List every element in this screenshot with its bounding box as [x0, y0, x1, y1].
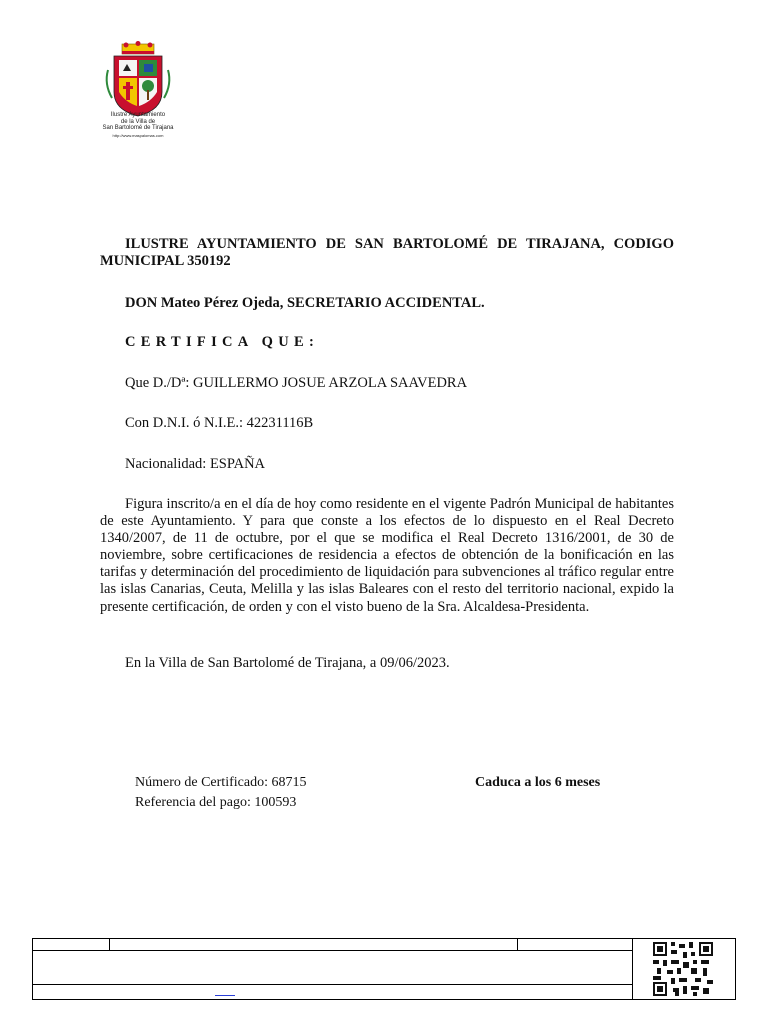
- dni-line: Con D.N.I. ó N.I.E.: 42231116B: [125, 415, 314, 431]
- document-heading: ILUSTRE AYUNTAMIENTO DE SAN BARTOLOMÉ DE TIRAJANA, CODIGO MUNICIPAL 350192: [100, 236, 674, 269]
- qr-code-icon: [653, 942, 713, 996]
- verification-link[interactable]: [215, 995, 235, 996]
- certifica-heading: CERTIFICA QUE:: [125, 334, 320, 350]
- logo-caption: [94, 112, 182, 139]
- expiry-note: Caduca a los 6 meses: [475, 775, 601, 790]
- box-divider-v1: [109, 939, 110, 950]
- verification-box: [32, 938, 736, 1000]
- person-line: Que D./Dª: GUILLERMO JOSUE ARZOLA SAAVEDRA: [125, 375, 468, 391]
- place-date-line: En la Villa de San Bartolomé de Tirajana, a 09/06/2023.: [125, 655, 450, 671]
- box-divider-v2: [517, 939, 518, 950]
- box-divider-v3: [632, 939, 633, 999]
- payment-reference: Referencia del pago: 100593: [135, 795, 297, 810]
- nationality-line: Nacionalidad: ESPAÑA: [125, 456, 266, 472]
- logo-line-2: de la Villa de: [120, 118, 156, 125]
- logo-url: http://www.maspalomas.com: [112, 132, 164, 138]
- box-divider-bottom: [33, 984, 633, 985]
- logo-line-1: Ilustre Ayuntamiento: [110, 112, 166, 118]
- box-divider-top: [33, 950, 633, 951]
- secretary-line: DON Mateo Pérez Ojeda, SECRETARIO ACCIDENTAL.: [125, 295, 485, 311]
- certificate-body: Figura inscrito/a en el día de hoy como residente en el vigente Padrón Municipal de habitantes de este Ayuntamiento. Y para que conste a los efectos de lo dispuesto en el Real Decreto 1340/2007, de 11 de octubre, por el que se modifica el Real Decreto 1316/2001, de 30 de noviembre, sobre certificaciones de residencia a efectos de obtención de la bonificación en las tarifas y determinación del procedimiento de liquidación para subvenciones al tráfico regular entre las islas Canarias, Ceuta, Melilla y las islas Baleares con el resto del territorio nacional, expido la presente certificación, de orden y con el visto bueno de la Sra. Alcaldesa-Presidenta.: [100, 496, 674, 615]
- certificate-number: Número de Certificado: 68715: [135, 775, 307, 790]
- logo-line-3: San Bartolomé de Tirajana: [102, 125, 174, 131]
